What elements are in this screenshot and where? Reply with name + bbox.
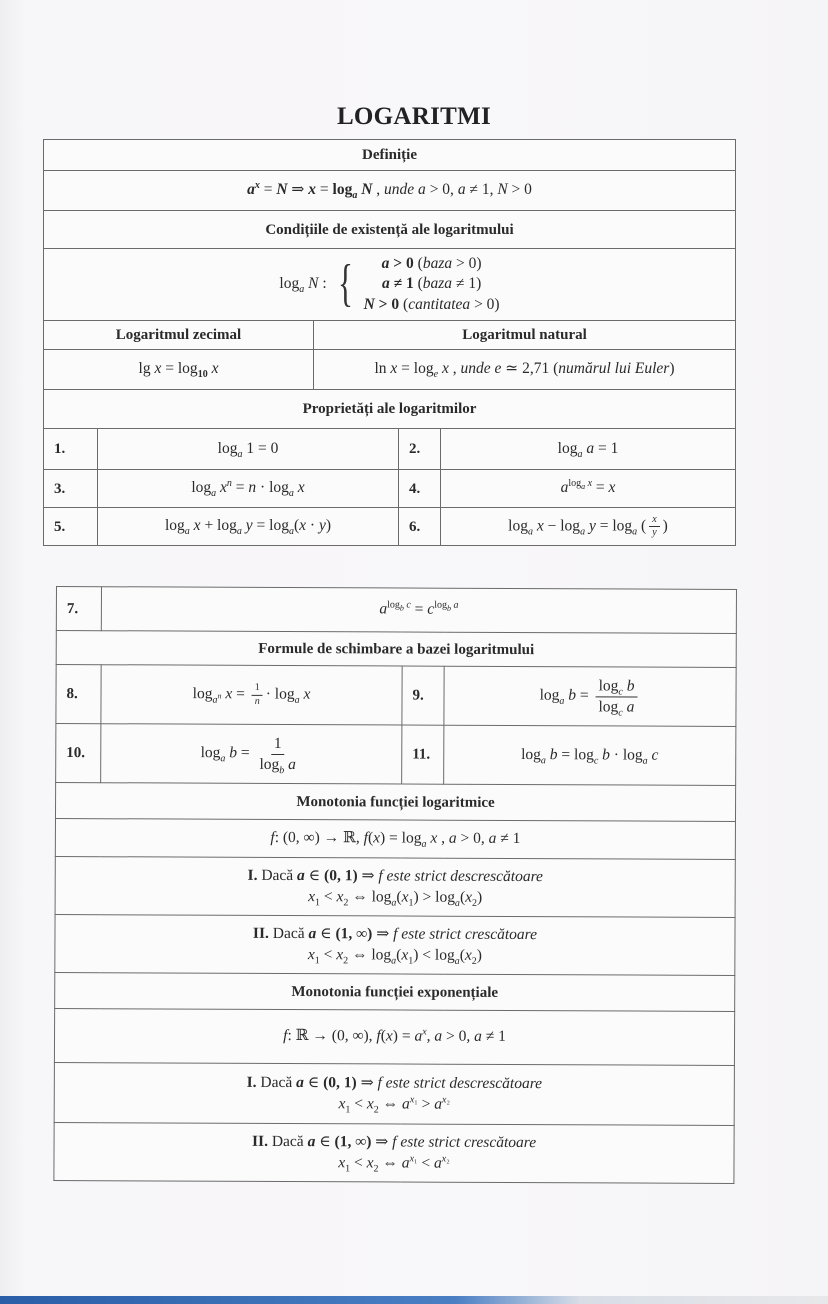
properties-header: Proprietăți ale logaritmilor — [44, 390, 736, 429]
property-number: 2. — [399, 429, 441, 470]
logarithm-basics-table — [43, 139, 736, 546]
property-number: 7. — [56, 587, 101, 631]
exp-monotony-case-increasing: II. Dacă a ∈ (1, ∞) ⇒ f este strict crescătoare $x_1 < x_2$ ⇔ $a^{x_1} < a^{x_2}$ — [54, 1122, 734, 1183]
property-formula: $\log_a x^n = n \cdot \log_a x$ — [98, 470, 399, 508]
property-formula: $\log_a x - \log_a y = \log_a$ ( $\frac{x}{y}$ ) — [441, 508, 736, 546]
formula-number: 11. — [402, 725, 444, 784]
scan-bottom-edge — [0, 1296, 828, 1304]
properties-row — [44, 470, 736, 508]
properties-row — [44, 429, 736, 470]
page-title: LOGARITMI — [336, 103, 492, 130]
natural-log-header: Logaritmul natural — [314, 321, 736, 350]
property-number: 1. — [44, 429, 98, 470]
base-change-row — [56, 724, 736, 786]
definition-formula: $a^x = N$ ⇒ $x = \log_a N$ , unde a > 0, a ≠ 1, N > 0 — [44, 171, 736, 211]
log-monotony-case-increasing: II. Dacă a ∈ (1, ∞) ⇒ f este strict crescătoare $x_1 < x_2$ ⇔ $\log_a(x_1) < \log_a(x_2)$ — [55, 914, 735, 975]
condition-argument-positive: N > 0 (cantitatea > 0) — [363, 295, 500, 313]
property-number: 6. — [399, 508, 441, 546]
formula-number: 9. — [402, 666, 444, 725]
property-formula: $\log_a a = 1$ — [441, 429, 736, 470]
property-number: 3. — [44, 470, 98, 508]
property-row-7 — [56, 587, 736, 634]
decimal-log-formula: $\lg x = \log_{10} x$ — [44, 350, 314, 390]
exp-monotony-case-decreasing: I. Dacă a ∈ (0, 1) ⇒ f este strict descrescătoare $x_1 < x_2$ ⇔ $a^{x_1} > a^{x_2}$ — [54, 1062, 734, 1125]
existence-conditions-header: Condițiile de existență ale logaritmului — [44, 211, 736, 249]
condition-base-not-one: a ≠ 1 (baza ≠ 1) — [381, 275, 482, 293]
properties-row — [44, 508, 736, 546]
property-number: 5. — [44, 508, 98, 546]
decimal-log-header: Logaritmul zecimal — [44, 321, 314, 350]
log-monotony-header: Monotonia funcției logaritmice — [55, 783, 735, 822]
base-change-formula: $\log_a b = \log_c b \cdot \log_a c$ — [444, 725, 736, 785]
property-number: 4. — [399, 470, 441, 508]
property-formula: $a^{log_a x} = x$ — [441, 470, 736, 508]
property-formula: $\log_a x + \log_a y = \log_a(x \cdot y)$ — [98, 508, 399, 546]
exp-function-definition: f: ℝ → (0, ∞), $f(x) = a^x$, a > 0, a ≠ 1 — [54, 1008, 734, 1065]
formula-number: 10. — [56, 724, 101, 783]
existence-conditions-cell — [44, 249, 736, 321]
base-change-row — [56, 665, 736, 727]
existence-lhs: $\log_a N$ : — [279, 275, 327, 296]
property-formula: $\log_a 1 = 0$ — [98, 429, 399, 470]
formula-number: 8. — [56, 665, 101, 724]
logarithm-advanced-table — [53, 586, 737, 1184]
condition-base-positive: a > 0 (baza > 0) — [381, 255, 482, 273]
log-function-definition: f: (0, ∞) → ℝ, $f(x) = \log_a x$ , a > 0, a ≠ 1 — [55, 818, 735, 859]
base-change-formula: $\log_a b$ = $\frac{\log_c b}{\log_c a}$ — [444, 666, 736, 726]
log-monotony-case-decreasing: I. Dacă a ∈ (0, 1) ⇒ f este strict descrescătoare $x_1 < x_2$ ⇔ $\log_a(x_1) > \log_a(x_2)$ — [55, 856, 735, 917]
exp-monotony-header: Monotonia funcției exponențiale — [55, 972, 735, 1011]
base-change-formula: $\log_a b$ = $\frac{1}{\log_b a}$ — [101, 724, 402, 784]
base-change-formula: $\log_{a^n} x$ = $\frac{1}{n}$ · $\log_a x$ — [101, 665, 402, 725]
definition-header: Definiție — [44, 140, 736, 171]
brace-symbol: { — [337, 255, 353, 313]
property-formula: $a^{log_b c} = c^{log_b a}$ — [101, 587, 736, 634]
base-change-header: Formule de schimbare a bazei logaritmului — [56, 631, 736, 668]
natural-log-formula: $\ln x = \log_e x$ , unde e ≃ 2,71 (numărul lui Euler) — [314, 350, 736, 390]
